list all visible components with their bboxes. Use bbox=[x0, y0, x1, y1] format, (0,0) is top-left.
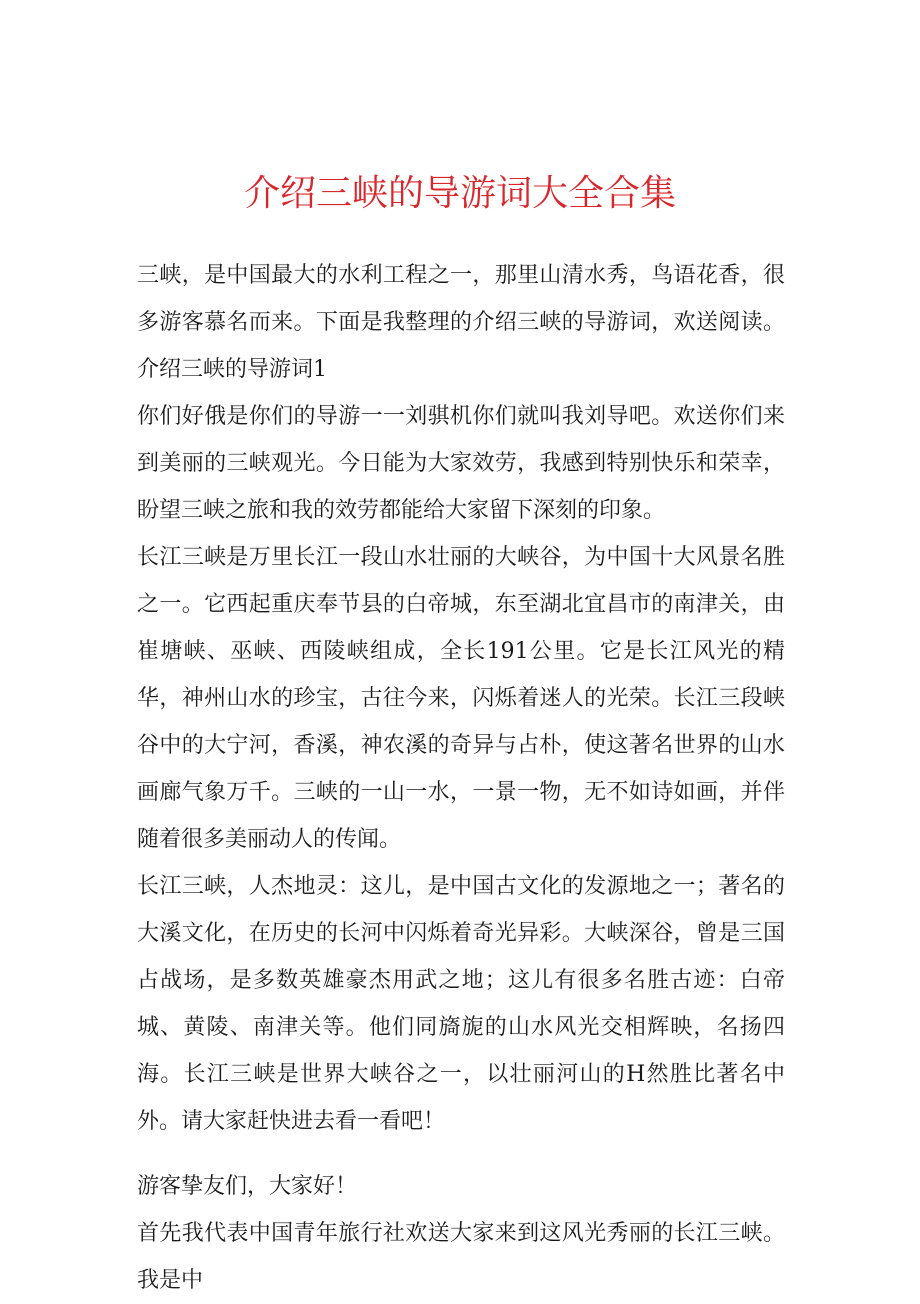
paragraph-intro: 三峡，是中国最大的水利工程之一，那里山清水秀，鸟语花香，很多游客慕名而来。下面是我整理的介绍三峡的导游词，欢送阅读。介绍三峡的导游词1 bbox=[137, 263, 785, 382]
document-title: 介绍三峡的导游词大全合集 bbox=[243, 173, 676, 214]
document-body bbox=[137, 252, 785, 1304]
paragraph-history: 长江三峡，人杰地灵：这儿，是中国古文化的发源地之一；著名的大溪文化，在历史的长河中闪烁着奇光异彩。大峡深谷，曾是三国占战场，是多数英雄豪杰用武之地；这儿有很多名胜古迹：白帝城、黄陵、南津关等。他们同旖旎的山水风光交相辉映，名扬四海。长江三峡是世界大峡谷之一，以壮丽河山的H然胜比著名中外。请大家赶快进去看一看吧！ bbox=[137, 874, 785, 1134]
paragraph-greeting: 你们好俄是你们的导游一一刘骐机你们就叫我刘导吧。欢送你们来到美丽的三峡观光。今日能为大家效劳，我感到特别快乐和荣幸，盼望三峡之旅和我的效劳都能给大家留下深刻的印象。 bbox=[137, 404, 785, 523]
paragraph-welcome: 首先我代表中国青年旅行社欢送大家来到这风光秀丽的长江三峡。我是中 bbox=[137, 1221, 785, 1293]
paragraph-overview: 长江三峡是万里长江一段山水壮丽的大峡谷，为中国十大风景名胜之一。它西起重庆奉节县的白帝城，东至湖北宜昌市的南津关，由崔塘峡、巫峡、西陵峡组成，全长191公里。它是长江风光的精华，神州山水的珍宝，古往今来，闪烁着迷人的光荣。长江三段峡谷中的大宁河，香溪，神农溪的奇异与占朴，使这著名世界的山水画廊气象万千。三峡的一山一水，一景一物，无不如诗如画，并伴随着很多美丽动人的传闻。 bbox=[137, 545, 785, 852]
paragraph-salutation: 游客挚友们，大家好！ bbox=[137, 1174, 358, 1199]
